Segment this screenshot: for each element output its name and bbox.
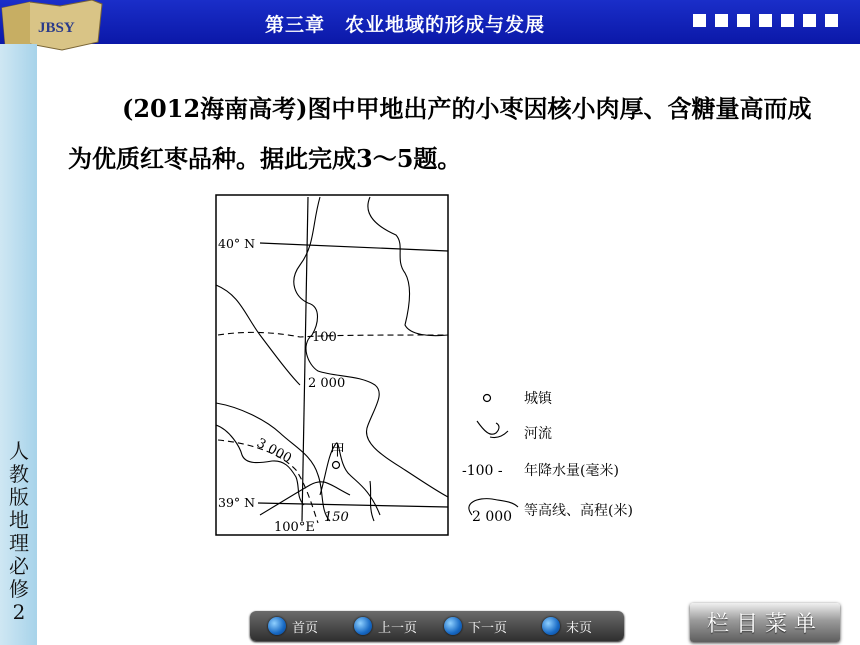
chapter-title: 第三章 农业地域的形成与发展: [265, 14, 546, 36]
label-40n: 40° N: [218, 236, 256, 251]
legend-river-symbol: [477, 421, 508, 438]
legend-contour-sample: 2 000: [472, 509, 513, 525]
map-figure: [200, 185, 660, 545]
nav-square-icon: [803, 14, 816, 27]
legend-river: 河流: [524, 426, 552, 442]
contour-north-west: [216, 285, 300, 385]
column-menu-button[interactable]: [690, 603, 840, 642]
legend-precip: 年降水量(毫米): [524, 463, 619, 479]
first-page-button[interactable]: [268, 614, 318, 638]
label-39n: 39° N: [218, 495, 256, 510]
label-2000: 2 000: [308, 376, 346, 391]
legend-precip-sample: -100 -: [462, 463, 503, 479]
logo-text: JBSY: [38, 20, 75, 36]
nav-ball-icon: [268, 617, 286, 635]
prev-page-button[interactable]: [354, 614, 417, 638]
label-3000: 3 000: [253, 435, 294, 467]
parallel-39n: [258, 503, 448, 507]
town-jia: [333, 462, 340, 469]
column-menu-label: 栏目菜单: [706, 612, 823, 637]
question-body: (2012海南高考)图中甲地出产的小枣因核小肉厚、含糖量高而成为优质红枣品种。据此完成3～5题。: [68, 94, 812, 173]
label-150: 150: [324, 510, 349, 525]
nav-square-icon: [759, 14, 772, 27]
first-page-label: 首页: [292, 620, 319, 636]
legend-town: 城镇: [524, 391, 552, 407]
nav-square-icon: [715, 14, 728, 27]
prev-page-label: 上一页: [378, 620, 418, 636]
last-page-label: 末页: [566, 620, 593, 636]
next-page-label: 下一页: [468, 620, 508, 636]
nav-ball-icon: [542, 617, 560, 635]
nav-square-icon: [781, 14, 794, 27]
next-page-button[interactable]: [444, 614, 507, 638]
nav-ball-icon: [354, 617, 372, 635]
nav-square-icon: [693, 14, 706, 27]
place-jia-label: 甲: [330, 441, 346, 459]
contour-east: [368, 197, 448, 336]
page-nav-bar: [250, 611, 624, 641]
legend-contour: 等高线、高程(米): [524, 503, 633, 519]
last-page-button[interactable]: [542, 614, 592, 638]
nav-square-icon: [825, 14, 838, 27]
label-100e: 100°E: [274, 520, 315, 535]
meridian-100e: [302, 197, 308, 521]
label-100: 100: [312, 330, 337, 345]
nav-square-icon: [737, 14, 750, 27]
question-text: [68, 84, 828, 184]
legend-town-symbol: [484, 395, 491, 402]
contour-2000: [294, 197, 448, 497]
sidebar-caption: 人教版地理必修2: [9, 439, 29, 624]
nav-ball-icon: [444, 617, 462, 635]
parallel-40n: [260, 243, 448, 251]
